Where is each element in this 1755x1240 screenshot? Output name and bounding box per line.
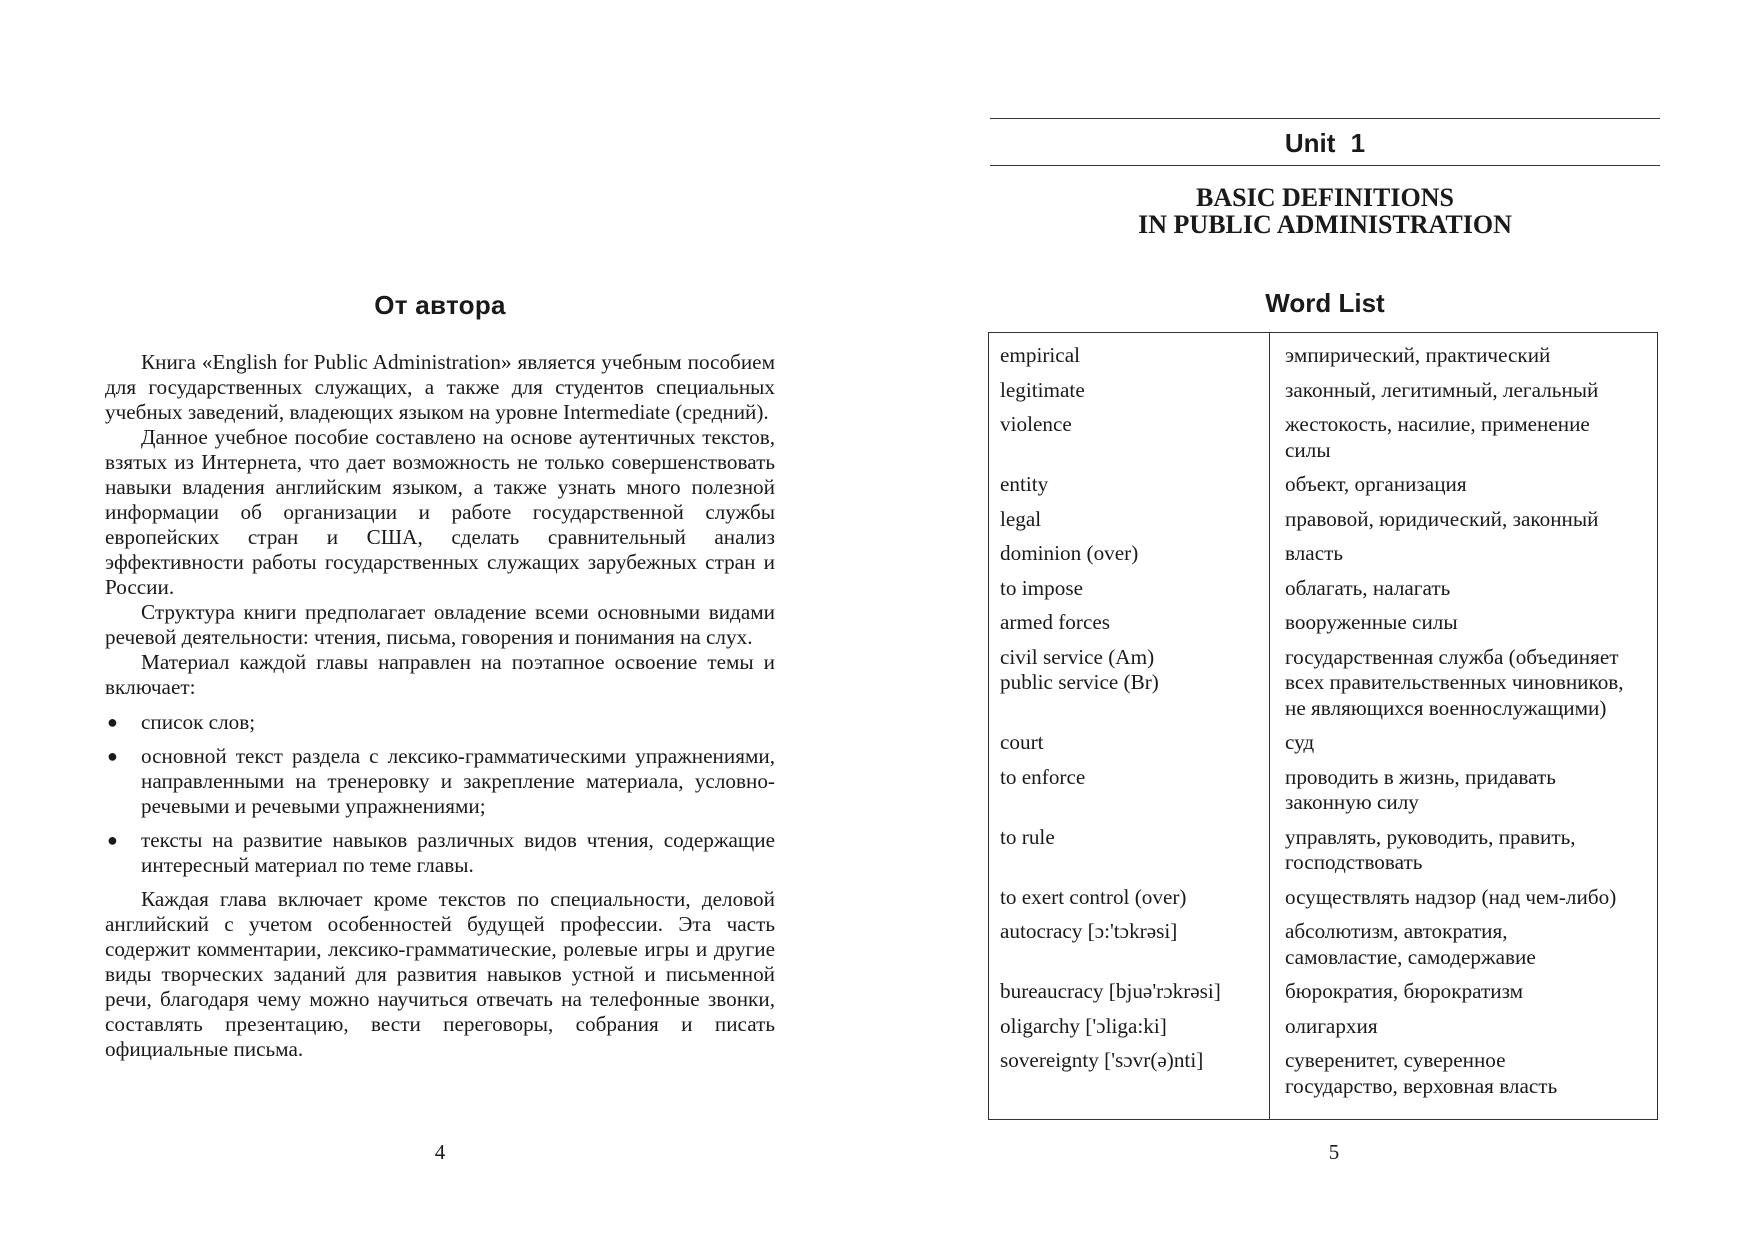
russian-translation	[1269, 541, 1657, 576]
english-term	[989, 343, 1269, 378]
english-term	[989, 1048, 1269, 1108]
russian-translation	[1269, 730, 1657, 765]
russian-translation-line: всех правительственных чиновников,	[1285, 670, 1624, 694]
russian-translation-line: господствовать	[1285, 850, 1423, 874]
russian-translation	[1269, 645, 1657, 731]
wordlist-heading: Word List	[1265, 288, 1385, 318]
right-page	[877, 0, 1755, 1240]
wordlist-row	[989, 541, 1657, 576]
english-term	[989, 412, 1269, 472]
english-term-line: oligarchy ['ɔliga:ki]	[1000, 1013, 1167, 1038]
russian-translation-line: суд	[1285, 730, 1315, 754]
list-item	[105, 744, 775, 819]
wordlist-row	[989, 919, 1657, 979]
russian-translation-line: государственная служба (объединяет	[1285, 644, 1619, 669]
russian-translation	[1269, 610, 1657, 645]
russian-translation	[1269, 472, 1657, 507]
english-term	[989, 1014, 1269, 1049]
unit-rule-bottom	[990, 165, 1660, 166]
english-term	[989, 610, 1269, 645]
english-term	[989, 730, 1269, 765]
russian-translation-line: бюрократия, бюрократизм	[1285, 979, 1524, 1003]
english-term	[989, 576, 1269, 611]
english-term	[989, 919, 1269, 979]
unit-title-line-2: IN PUBLIC ADMINISTRATION	[1138, 210, 1512, 239]
english-term-line: dominion (over)	[1000, 541, 1139, 565]
russian-translation-line: жестокость, насилие, применение	[1285, 412, 1590, 436]
list-item	[105, 710, 775, 735]
russian-translation-line: силы	[1285, 437, 1331, 462]
wordlist-row	[989, 885, 1657, 920]
russian-translation-line: власть	[1285, 541, 1344, 565]
russian-translation	[1269, 412, 1657, 472]
russian-translation	[1269, 378, 1657, 413]
russian-translation	[1269, 507, 1657, 542]
russian-translation	[1269, 825, 1657, 885]
russian-translation-line: осуществлять надзор (над чем-либо)	[1285, 884, 1617, 909]
preface-paragraph: Материал каждой главы направлен на поэтапное освоение темы и включает:	[105, 650, 775, 699]
english-term-line: sovereignty ['sɔvr(ə)nti]	[1000, 1048, 1204, 1072]
list-item	[105, 828, 775, 878]
russian-translation	[1269, 885, 1657, 920]
unit-label: Unit 1	[1284, 128, 1366, 158]
wordlist-row	[989, 576, 1657, 611]
english-term-line: bureaucracy [bjuə'rɔkrəsi]	[1000, 979, 1221, 1003]
english-term	[989, 507, 1269, 542]
english-term	[989, 979, 1269, 1014]
russian-translation-line: облагать, налагать	[1285, 575, 1451, 600]
russian-translation-line: государство, верховная власть	[1285, 1073, 1558, 1098]
wordlist-row	[989, 1014, 1657, 1049]
russian-translation	[1269, 1048, 1657, 1108]
english-term-line: to exert control (over)	[1000, 884, 1187, 909]
english-term	[989, 825, 1269, 885]
page-number-right: 5	[1328, 1140, 1340, 1164]
preface-paragraph: Структура книги предполагает овладение всеми основными видами речевой деятельности: чтения, письма, говорения и понимания на слух.	[105, 600, 775, 649]
english-term-line: armed forces	[1000, 610, 1110, 634]
preface-paragraph: Книга «English for Public Administration» является учебным пособием для государственных служащих, а также для студентов специальных учебных заведений, владеющих языком на уровне Intermediate (средний).	[105, 350, 775, 424]
wordlist-row	[989, 730, 1657, 765]
russian-translation-line: не являющихся военнослужащими)	[1285, 695, 1607, 720]
russian-translation-line: законный, легитимный, легальный	[1285, 377, 1599, 402]
english-term-line: public service (Br)	[1000, 670, 1159, 694]
bullet-icon: ●	[107, 712, 118, 732]
english-term	[989, 378, 1269, 413]
wordlist-table	[988, 332, 1658, 1120]
wordlist-row	[989, 412, 1657, 472]
bullet-icon: ●	[107, 830, 118, 850]
preface-paragraphs	[105, 350, 775, 700]
wordlist-row	[989, 343, 1657, 378]
russian-translation	[1269, 576, 1657, 611]
english-term-line: court	[1000, 730, 1044, 754]
english-term-line: legitimate	[1000, 377, 1085, 402]
wordlist-rows	[989, 343, 1657, 1108]
english-term	[989, 765, 1269, 825]
english-term-line: to rule	[1000, 824, 1055, 849]
list-item-text: тексты на развитие навыков различных видов чтения, содержащие интересный материал по теме главы.	[141, 828, 775, 877]
wordlist-row	[989, 472, 1657, 507]
english-term	[989, 885, 1269, 920]
russian-translation-line: самовластие, самодержавие	[1285, 944, 1536, 969]
bullet-icon: ●	[107, 746, 118, 766]
unit-rule-top	[990, 118, 1660, 119]
russian-translation	[1269, 765, 1657, 825]
russian-translation-line: эмпирический, практический	[1285, 343, 1551, 367]
english-term-line: entity	[1000, 472, 1049, 496]
russian-translation-line: законную силу	[1285, 790, 1419, 814]
wordlist-row	[989, 378, 1657, 413]
preface-closing-paragraph: Каждая глава включает кроме текстов по специальности, деловой английский с учетом особенностей будущей профессии. Эта часть содержит комментарии, лексико-грамматические, ролевые игры и другие виды творческих заданий для развития навыков устной и письменной речи, благодаря чему можно научиться отвечать на телефонные звонки, составлять презентацию, вести переговоры, собрания и писать официальные письма.	[105, 887, 775, 1061]
russian-translation-line: абсолютизм, автократия,	[1285, 919, 1508, 943]
english-term	[989, 472, 1269, 507]
russian-translation	[1269, 343, 1657, 378]
russian-translation	[1269, 919, 1657, 979]
wordlist-row	[989, 507, 1657, 542]
russian-translation-line: проводить в жизнь, придавать	[1285, 764, 1556, 789]
wordlist-row	[989, 979, 1657, 1014]
wordlist-row	[989, 825, 1657, 885]
wordlist-row	[989, 610, 1657, 645]
english-term-line: legal	[1000, 506, 1042, 531]
preface-paragraph: Данное учебное пособие составлено на основе аутентичных текстов, взятых из Интернета, что дает возможность не только совершенствовать навыки владения английским языком, а также узнать много полезной информации об организации и работе государственной службы европейских стран и США, сделать сравнительный анализ эффективности работы государственных служащих зарубежных стран и России.	[105, 425, 775, 599]
preface-body	[105, 350, 775, 1062]
unit-title-line-1: BASIC DEFINITIONS	[1196, 183, 1454, 212]
english-term-line: to impose	[1000, 575, 1083, 600]
contents-list	[105, 710, 775, 878]
left-page	[0, 0, 877, 1240]
unit-title	[990, 184, 1660, 238]
wordlist-row	[989, 1048, 1657, 1108]
russian-translation-line: управлять, руководить, править,	[1285, 824, 1576, 849]
wordlist-row	[989, 765, 1657, 825]
russian-translation-line: правовой, юридический, законный	[1285, 506, 1599, 531]
russian-translation-line: вооруженные силы	[1285, 610, 1458, 634]
wordlist-row	[989, 645, 1657, 731]
preface-title: От автора	[374, 290, 506, 320]
english-term-line: autocracy [ɔ:'tɔkrəsi]	[1000, 919, 1178, 943]
list-item-text: список слов;	[141, 710, 256, 734]
russian-translation-line: олигархия	[1285, 1013, 1378, 1038]
english-term-line: violence	[1000, 412, 1072, 436]
english-term-line: civil service (Am)	[1000, 644, 1155, 669]
english-term-line: empirical	[1000, 343, 1081, 367]
russian-translation-line: суверенитет, суверенное	[1285, 1048, 1506, 1072]
list-item-text: основной текст раздела с лексико-грамматическими упражнениями, направленными на тренеровку и закрепление материала, условно-речевыми и речевыми упражнениями;	[141, 744, 775, 818]
russian-translation	[1269, 979, 1657, 1014]
english-term	[989, 541, 1269, 576]
english-term	[989, 645, 1269, 731]
english-term-line: to enforce	[1000, 764, 1086, 789]
russian-translation-line: объект, организация	[1285, 472, 1467, 496]
russian-translation	[1269, 1014, 1657, 1049]
page-number-left: 4	[434, 1140, 446, 1164]
